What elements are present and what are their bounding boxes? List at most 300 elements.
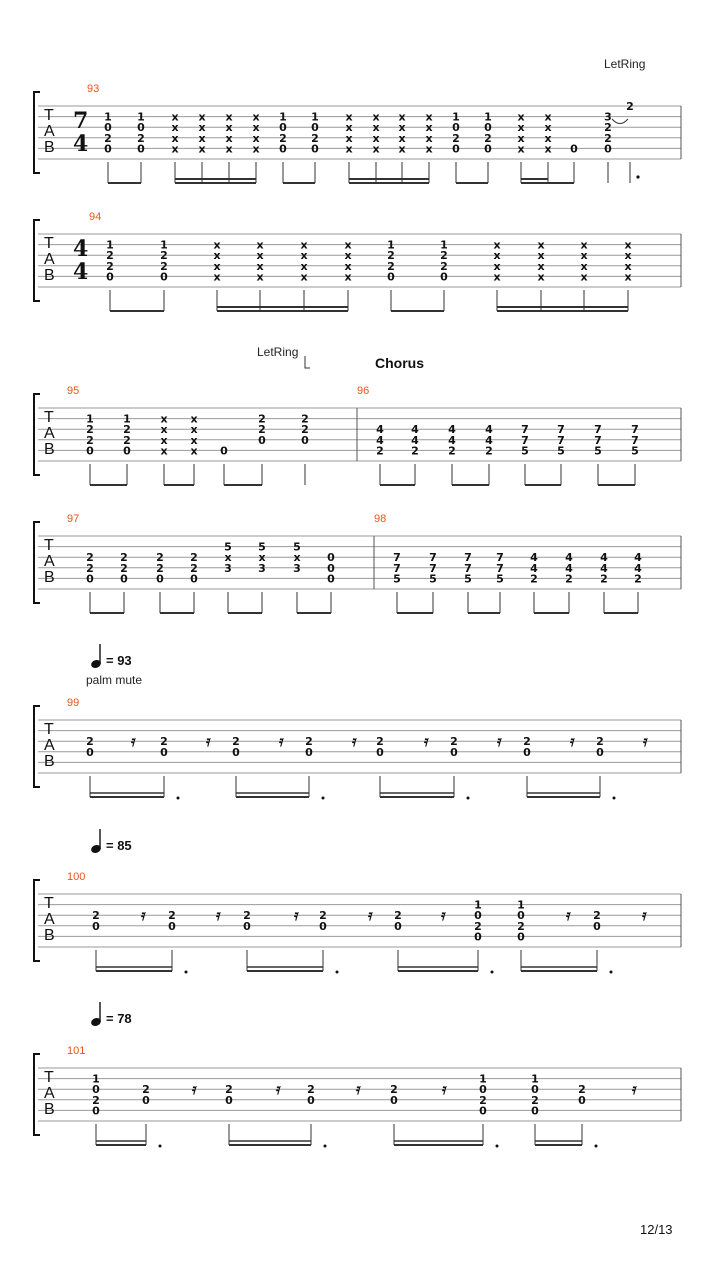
tab-clef-b: B [44,267,55,284]
fret-number: 0 [578,1093,586,1107]
fret-number: 0 [92,1104,100,1118]
fret-number: 7 [557,423,565,437]
dead-note: x [345,131,353,145]
rest-symbol: 𝄿 [216,906,221,924]
tab-clef-t: T [44,235,54,252]
tab-clef-b: B [44,569,55,586]
dead-note: x [198,142,206,156]
fret-number: 2 [190,551,198,565]
fret-number: 2 [376,735,384,749]
dead-note: x [398,142,406,156]
dead-note: x [537,259,545,273]
fret-number: 2 [92,1093,100,1107]
dead-note: x [425,121,433,135]
rest-symbol: 𝄿 [279,732,284,750]
fret-number: 2 [156,551,164,565]
dead-note: x [198,131,206,145]
rest-symbol: 𝄿 [368,906,373,924]
fret-number: 0 [160,745,168,759]
rest-symbol: 𝄿 [141,906,146,924]
tab-clef-a: A [44,737,55,754]
dead-note: x [537,249,545,263]
fret-number: 0 [168,919,176,933]
fret-number: 7 [464,561,472,575]
fret-number: 0 [440,270,448,284]
dead-note: x [256,238,264,252]
dead-note: x [580,238,588,252]
fret-number: 7 [594,423,602,437]
tab-clef-t: T [44,107,54,124]
system-bracket [34,394,40,475]
fret-number: 7 [429,561,437,575]
measure-number: 96 [357,385,370,397]
fret-number: 0 [376,745,384,759]
fret-number: 1 [531,1072,539,1086]
fret-number: 4 [565,551,573,565]
fret-number: 0 [452,142,460,156]
dead-note: x [398,121,406,135]
fret-number: 7 [521,423,529,437]
fret-number: 0 [86,444,94,458]
fret-number: 1 [92,1072,100,1086]
dead-note: x [190,423,198,437]
dead-note: x [517,131,525,145]
fret-number: 1 [123,412,131,426]
fret-number: 1 [387,238,395,252]
fret-number: 2 [258,412,266,426]
system-bracket [34,706,40,787]
fret-number: 2 [305,735,313,749]
tab-clef-a: A [44,123,55,140]
fret-number: 2 [484,131,492,145]
fret-number: 2 [106,259,114,273]
system-bracket [34,522,40,603]
fret-number: 5 [557,444,565,458]
fret-number: 2 [225,1083,233,1097]
fret-number: 4 [634,551,642,565]
fret-number: 2 [190,561,198,575]
dot [336,971,339,974]
fret-number: 1 [479,1072,487,1086]
rest-symbol: 𝄿 [442,1080,447,1098]
fret-number: 2 [394,909,402,923]
fret-number: 0 [120,572,128,586]
dead-note: x [517,142,525,156]
fret-number: 2 [86,551,94,565]
tab-clef-t: T [44,537,54,554]
dead-note: x [544,131,552,145]
dead-note: x [517,121,525,135]
fret-number: 5 [594,444,602,458]
dead-note: x [372,110,380,124]
fret-number: 2 [142,1083,150,1097]
tab-clef-a: A [44,1085,55,1102]
page-number: 12/13 [640,1222,673,1237]
dead-note: x [493,238,501,252]
fret-number: 0 [596,745,604,759]
fret-number: 7 [496,551,504,565]
dead-note: x [537,270,545,284]
fret-number: 3 [258,561,266,575]
fret-number: 2 [120,551,128,565]
dead-note: x [190,433,198,447]
dead-note: x [517,110,525,124]
fret-number: 0 [604,142,612,156]
fret-number: 2 [474,919,482,933]
measure-number: 101 [67,1045,86,1057]
fret-number: 0 [523,745,531,759]
fret-number: 7 [631,433,639,447]
fret-number: 7 [521,433,529,447]
fret-number: 3 [293,561,301,575]
fret-number: 2 [301,423,309,437]
system-bracket [34,220,40,301]
fret-number: 2 [123,433,131,447]
fret-number: 2 [137,131,145,145]
tie-arc [612,119,628,124]
dead-note: x [300,249,308,263]
palm-mute-annotation: palm mute [86,673,143,687]
fret-number: 4 [411,423,419,437]
fret-number: 4 [411,433,419,447]
dot [491,971,494,974]
fret-number: 0 [484,121,492,135]
fret-number: 0 [86,745,94,759]
fret-number: 2 [311,131,319,145]
fret-number: 0 [92,1083,100,1097]
fret-number: 7 [631,423,639,437]
dead-note: x [225,142,233,156]
rest-symbol: 𝄿 [497,732,502,750]
dead-note: x [398,131,406,145]
tab-clef-a: A [44,553,55,570]
fret-number: 1 [517,898,525,912]
tab-clef-b: B [44,927,55,944]
fret-number: 7 [496,561,504,575]
tab-clef-a: A [44,911,55,928]
fret-number: 2 [485,444,493,458]
fret-number: 2 [565,572,573,586]
fret-number: 2 [123,423,131,437]
fret-number: 0 [156,572,164,586]
dead-note: x [580,259,588,273]
measure-number: 93 [87,83,100,95]
fret-number: 2 [307,1083,315,1097]
fret-number: 4 [530,561,538,575]
fret-number: 2 [301,412,309,426]
dead-note: x [300,270,308,284]
dead-note: x [225,131,233,145]
fret-number: 0 [104,142,112,156]
fret-number: 2 [232,735,240,749]
dot [467,797,470,800]
tempo-marking: = 93 [106,653,132,668]
fret-number: 0 [232,745,240,759]
fret-number: 1 [106,238,114,252]
fret-number: 0 [104,121,112,135]
fret-number: 5 [429,572,437,586]
let-ring-annotation: LetRing [257,345,299,359]
fret-number: 1 [104,110,112,124]
measure-number: 94 [89,211,102,223]
fret-number: 0 [311,121,319,135]
dead-note: x [372,131,380,145]
dead-note: x [171,142,179,156]
fret-number: 0 [327,561,335,575]
rest-symbol: 𝄿 [441,906,446,924]
fret-number: 5 [631,444,639,458]
dead-note: x [171,131,179,145]
dead-note: x [213,238,221,252]
fret-number: 5 [496,572,504,586]
fret-number: 0 [452,121,460,135]
fret-number: 2 [376,444,384,458]
dead-note: x [160,423,168,437]
fret-number: 3 [604,110,612,124]
rest-symbol: 𝄿 [206,732,211,750]
dead-note: x [398,110,406,124]
fret-number: 2 [390,1083,398,1097]
rest-symbol: 𝄿 [192,1080,197,1098]
time-signature-top: 7 [73,108,89,134]
dead-note: x [213,249,221,263]
fret-number: 0 [531,1104,539,1118]
rest-symbol: 𝄿 [643,732,648,750]
fret-number: 4 [485,423,493,437]
fret-number: 7 [393,551,401,565]
fret-number: 0 [137,142,145,156]
dead-note: x [252,110,260,124]
fret-number: 4 [600,551,608,565]
fret-number: 4 [565,561,573,575]
fret-number: 7 [594,433,602,447]
dead-note: x [160,412,168,426]
tab-clef-b: B [44,753,55,770]
fret-number: 0 [243,919,251,933]
fret-number: 0 [279,142,287,156]
measure-number: 99 [67,697,80,709]
fret-number: 1 [86,412,94,426]
fret-number: 0 [279,121,287,135]
fret-number: 0 [137,121,145,135]
fret-number: 2 [92,909,100,923]
fret-number: 0 [387,270,395,284]
fret-number: 7 [464,551,472,565]
fret-number: 0 [484,142,492,156]
fret-number: 2 [634,572,642,586]
dead-note: x [372,142,380,156]
rest-symbol: 𝄿 [632,1080,637,1098]
dead-note: x [624,270,632,284]
fret-number: 4 [376,423,384,437]
fret-number: 0 [225,1093,233,1107]
fret-number: 0 [92,919,100,933]
dot [610,971,613,974]
dead-note: x [344,249,352,263]
fret-number: 2 [517,919,525,933]
dead-note: x [160,444,168,458]
fret-number: 7 [393,561,401,575]
time-signature-bottom: 4 [73,131,89,157]
dot [613,797,616,800]
fret-number: 0 [570,142,578,156]
fret-number: 2 [523,735,531,749]
fret-number: 2 [86,561,94,575]
fret-number: 0 [220,444,228,458]
fret-number: 5 [521,444,529,458]
fret-number: 0 [517,909,525,923]
let-ring-annotation: LetRing [604,57,646,71]
dead-note: x [225,121,233,135]
fret-number: 0 [531,1083,539,1097]
fret-number: 4 [448,423,456,437]
fret-number: 2 [168,909,176,923]
dot [185,971,188,974]
dead-note: x [493,249,501,263]
fret-number: 2 [450,735,458,749]
tab-clef-b: B [44,1101,55,1118]
dead-note: x [493,270,501,284]
fret-number: 2 [120,561,128,575]
fret-number: 0 [319,919,327,933]
measure-number: 98 [374,513,387,525]
fret-number: 2 [604,121,612,135]
fret-number: 0 [311,142,319,156]
fret-number: 2 [160,259,168,273]
fret-number: 0 [474,930,482,944]
dead-note: x [258,551,266,565]
fret-number: 0 [474,909,482,923]
tab-clef-t: T [44,409,54,426]
dot [159,1145,162,1148]
dead-note: x [225,110,233,124]
fret-number: 0 [327,551,335,565]
dead-note: x [344,238,352,252]
system-bracket [34,880,40,961]
let-ring-hook [305,356,310,368]
fret-number: 0 [301,433,309,447]
dot [177,797,180,800]
fret-number: 1 [484,110,492,124]
fret-number: 2 [452,131,460,145]
dead-note: x [213,259,221,273]
dead-note: x [544,142,552,156]
fret-number: 1 [279,110,287,124]
dead-note: x [580,249,588,263]
rest-symbol: 𝄿 [570,732,575,750]
tab-clef-a: A [44,425,55,442]
tab-clef-t: T [44,721,54,738]
fret-number: 2 [160,735,168,749]
dead-note: x [252,131,260,145]
fret-number: 2 [448,444,456,458]
fret-number: 4 [376,433,384,447]
fret-number: 1 [137,110,145,124]
rest-symbol: 𝄿 [276,1080,281,1098]
measure-number: 97 [67,513,80,525]
fret-number: 0 [517,930,525,944]
fret-number: 2 [86,433,94,447]
rest-symbol: 𝄿 [356,1080,361,1098]
fret-number: 0 [307,1093,315,1107]
fret-number: 2 [387,249,395,263]
dead-note: x [190,444,198,458]
fret-number: 5 [258,540,266,554]
fret-number: 0 [327,572,335,586]
rest-symbol: 𝄿 [294,906,299,924]
dead-note: x [544,110,552,124]
fret-number: 7 [429,551,437,565]
fret-number: 2 [626,100,634,113]
dead-note: x [544,121,552,135]
dead-note: x [345,110,353,124]
tab-clef-b: B [44,139,55,156]
dead-note: x [624,249,632,263]
fret-number: 2 [387,259,395,273]
tab-clef-t: T [44,895,54,912]
system-bracket [34,92,40,173]
fret-number: 5 [464,572,472,586]
dead-note: x [160,433,168,447]
fret-number: 4 [448,433,456,447]
dot [324,1145,327,1148]
fret-number: 2 [596,735,604,749]
fret-number: 4 [634,561,642,575]
fret-number: 1 [160,238,168,252]
dead-note: x [171,110,179,124]
tab-clef-a: A [44,251,55,268]
fret-number: 1 [474,898,482,912]
fret-number: 5 [224,540,232,554]
fret-number: 2 [578,1083,586,1097]
dot [322,797,325,800]
fret-number: 2 [243,909,251,923]
dead-note: x [293,551,301,565]
time-signature-bottom: 4 [73,259,89,285]
fret-number: 1 [311,110,319,124]
dead-note: x [190,412,198,426]
fret-number: 0 [258,433,266,447]
dead-note: x [224,551,232,565]
fret-number: 2 [106,249,114,263]
dead-note: x [213,270,221,284]
dead-note: x [252,121,260,135]
fret-number: 0 [142,1093,150,1107]
rest-symbol: 𝄿 [352,732,357,750]
time-signature-top: 4 [73,236,89,262]
fret-number: 2 [600,572,608,586]
fret-number: 2 [593,909,601,923]
fret-number: 0 [106,270,114,284]
tab-clef-b: B [44,441,55,458]
fret-number: 0 [593,919,601,933]
rest-symbol: 𝄿 [131,732,136,750]
dead-note: x [344,259,352,273]
dot [636,175,639,178]
dead-note: x [345,121,353,135]
dot [595,1145,598,1148]
dead-note: x [198,121,206,135]
rest-symbol: 𝄿 [566,906,571,924]
fret-number: 2 [86,423,94,437]
fret-number: 2 [319,909,327,923]
fret-number: 0 [450,745,458,759]
dead-note: x [344,270,352,284]
tab-clef-t: T [44,1069,54,1086]
fret-number: 1 [452,110,460,124]
dead-note: x [624,259,632,273]
fret-number: 0 [86,572,94,586]
